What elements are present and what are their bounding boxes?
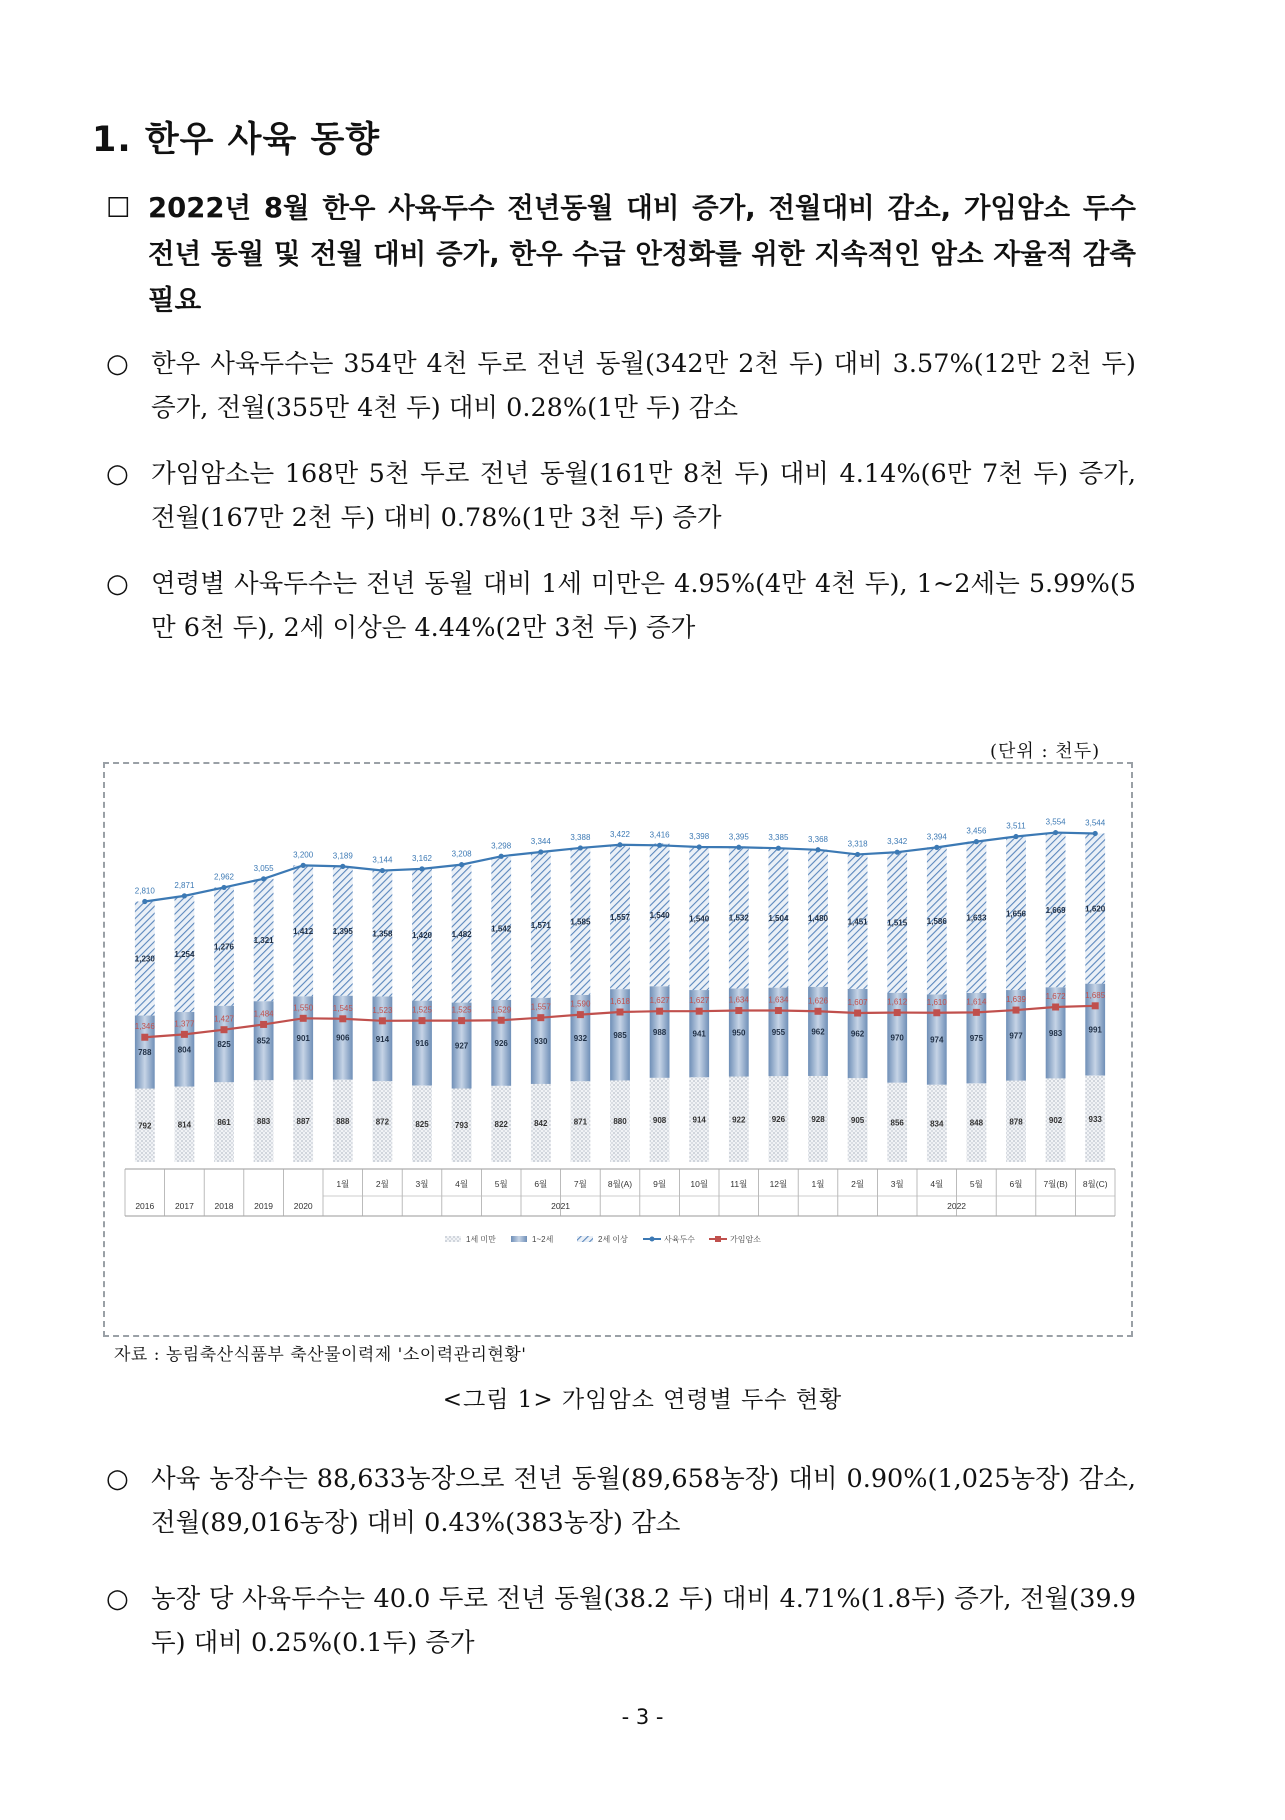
x-tick-label: 2월 [851, 1179, 865, 1189]
total-value-label: 3,422 [609, 829, 631, 839]
bar-under1-label: 856 [890, 1118, 904, 1128]
total-value-label: 3,398 [689, 832, 710, 842]
bar-under1-label: 880 [613, 1117, 627, 1127]
figure-caption: <그림 1> 가임암소 연령별 두수 현황 [442, 1387, 843, 1413]
total-point [1093, 831, 1098, 836]
total-value-label: 3,162 [411, 853, 433, 863]
cow-point [221, 1026, 228, 1033]
bar-under1-label: 926 [771, 1115, 786, 1125]
bullet-text: 연령별 사육두수는 전년 동월 대비 1세 미만은 4.95%(4만 4천 두), 1~2세는 5.99%(5만 6천 두), 2세 이상은 4.44%(2만 3천 두) 증가 [151, 569, 1136, 643]
cow-point [1092, 1002, 1099, 1009]
cow-point [973, 1009, 980, 1016]
bar-one-two-label: 914 [375, 1034, 390, 1044]
x-tick-label: 2017 [174, 1201, 194, 1211]
cow-value-label: 1,634 [768, 995, 789, 1005]
bar-under1-label: 825 [415, 1119, 429, 1129]
cow-point [933, 1009, 940, 1016]
x-group-label: 2022 [947, 1201, 967, 1211]
total-point [340, 864, 345, 869]
total-point [221, 885, 226, 890]
bar-one-two-label: 932 [573, 1034, 588, 1044]
x-tick-label: 8월(C) [1082, 1179, 1108, 1189]
total-point [657, 843, 662, 848]
cow-point [696, 1008, 703, 1015]
bullet-text: 가임암소는 168만 5천 두로 전년 동월(161만 8천 두) 대비 4.14%(6만 7천 두) 증가, 전월(167만 2천 두) 대비 0.78%(1만 3천 두) 증가 [151, 459, 1136, 533]
total-value-label: 3,189 [332, 851, 353, 861]
bar-under1-label: 878 [1009, 1117, 1023, 1127]
total-value-label: 3,200 [293, 850, 314, 860]
cow-point [379, 1017, 386, 1024]
total-point [617, 842, 622, 847]
total-value-label: 3,318 [847, 839, 868, 849]
bar-under1-label: 908 [652, 1115, 667, 1125]
bar-one-two-label: 977 [1009, 1031, 1023, 1041]
x-tick-label: 2020 [293, 1201, 313, 1211]
cow-point [498, 1017, 505, 1024]
cow-value-label: 1,525 [411, 1005, 433, 1015]
circle-bullet-icon: ○ [106, 349, 129, 379]
cow-value-label: 1,672 [1045, 992, 1066, 1002]
x-tick-label: 9월 [653, 1179, 667, 1189]
bar-over2-label: 1,480 [807, 914, 829, 924]
cow-point [735, 1007, 742, 1014]
bar-under1-label: 872 [375, 1117, 390, 1127]
x-tick-label: 8월(A) [607, 1179, 633, 1189]
total-value-label: 3,344 [530, 837, 551, 847]
bar-one-two-label: 975 [969, 1034, 984, 1044]
bar-over2-label: 1,515 [887, 918, 908, 928]
total-point [736, 845, 741, 850]
bullet-item [106, 342, 1136, 430]
bar-over2-label: 1,276 [213, 942, 235, 952]
total-value-label: 3,208 [451, 849, 472, 859]
total-point [776, 846, 781, 851]
cow-value-label: 1,484 [253, 1009, 274, 1019]
total-value-label: 2,871 [174, 880, 195, 890]
bar-one-two-label: 788 [138, 1048, 152, 1058]
stacked-bar-line-chart [105, 764, 1131, 1335]
bar-under1-label: 922 [732, 1115, 746, 1125]
cow-value-label: 1,626 [807, 996, 829, 1006]
circle-bullet-icon: ○ [106, 1464, 129, 1494]
cow-value-label: 1,618 [609, 997, 631, 1007]
bar-over2-label: 1,586 [926, 916, 947, 926]
bar-one-two-label: 852 [256, 1036, 271, 1046]
bar-under1-label: 888 [336, 1116, 350, 1126]
bar-over2-label: 1,571 [530, 920, 551, 930]
cow-point [458, 1017, 465, 1024]
total-point [855, 852, 860, 857]
cow-value-label: 1,627 [689, 996, 710, 1006]
total-point [459, 862, 464, 867]
bar-over2-label: 1,482 [451, 929, 472, 939]
cow-value-label: 1,550 [293, 1003, 314, 1013]
total-value-label: 3,342 [887, 837, 908, 847]
bar-over2-label: 1,585 [570, 917, 591, 927]
circle-bullet-icon: ○ [106, 569, 129, 599]
x-tick-label: 3월 [415, 1179, 429, 1189]
bar-one-two-label: 962 [811, 1027, 825, 1037]
legend-label: 2세 이상 [598, 1235, 628, 1244]
bar-one-two-label: 926 [494, 1038, 508, 1048]
cow-point [854, 1010, 861, 1017]
x-tick-label: 4월 [455, 1179, 469, 1189]
x-tick-label: 1월 [336, 1179, 350, 1189]
total-point [301, 863, 306, 868]
x-tick-label: 10월 [690, 1179, 709, 1189]
bar-over2-label: 1,412 [293, 926, 314, 936]
legend-marker [650, 1237, 655, 1242]
bar-over2-label: 1,230 [134, 954, 155, 964]
total-value-label: 3,544 [1085, 818, 1106, 828]
total-value-label: 3,554 [1045, 817, 1066, 827]
x-tick-label: 2019 [254, 1201, 274, 1211]
total-point [142, 899, 147, 904]
cow-value-label: 1,634 [728, 995, 749, 1005]
bar-one-two-label: 991 [1088, 1025, 1102, 1035]
x-tick-label: 1월 [811, 1179, 825, 1189]
bar-under1-label: 887 [296, 1116, 310, 1126]
bullet-item [106, 562, 1136, 650]
bar-over2-label: 1,504 [768, 913, 789, 923]
chart-frame [103, 762, 1133, 1337]
x-tick-label: 5월 [494, 1179, 508, 1189]
bar-over2-label: 1,633 [966, 913, 987, 923]
circle-bullet-icon: ○ [106, 459, 129, 489]
cow-point [419, 1017, 426, 1024]
page-number: - 3 - [621, 1705, 664, 1729]
bar-under1-label: 902 [1048, 1116, 1063, 1126]
section-heading: 1. 한우 사육 동향 [92, 120, 381, 160]
cow-value-label: 1,529 [491, 1005, 512, 1015]
legend-label: 1세 미만 [466, 1235, 496, 1244]
x-tick-label: 7월(B) [1043, 1179, 1068, 1189]
bar-over2-label: 1,395 [332, 927, 353, 937]
bar-one-two-label: 985 [613, 1030, 627, 1040]
cow-point [537, 1014, 544, 1021]
bar-one-two-label: 988 [652, 1028, 667, 1038]
cow-value-label: 1,427 [213, 1014, 235, 1024]
bar-over2-label: 1,542 [491, 924, 512, 934]
legend-swatch [577, 1236, 593, 1242]
total-point [261, 876, 266, 881]
cow-point [815, 1008, 822, 1015]
total-point [974, 839, 979, 844]
bullet-item [106, 1457, 1136, 1545]
bullet-text: 한우 사육두수는 354만 4천 두로 전년 동월(342만 2천 두) 대비 3.57%(12만 2천 두) 증가, 전월(355만 4천 두) 대비 0.28%(1만 두) 감소 [151, 349, 1136, 423]
legend-swatch [445, 1236, 461, 1242]
cow-value-label: 1,346 [134, 1022, 155, 1032]
bullet-text: 농장 당 사육두수는 40.0 두로 전년 동월(38.2 두) 대비 4.71%(1.8두) 증가, 전월(39.9두) 대비 0.25%(0.1두) 증가 [151, 1584, 1136, 1658]
total-value-label: 3,055 [253, 863, 274, 873]
legend-label: 사육두수 [664, 1235, 695, 1244]
cow-point [181, 1031, 188, 1038]
bar-over2-label: 1,540 [689, 914, 710, 924]
bar-one-two-label: 970 [890, 1033, 904, 1043]
total-value-label: 2,810 [134, 886, 155, 896]
bar-over2-label: 1,620 [1085, 904, 1106, 914]
bar-under1-label: 848 [969, 1118, 984, 1128]
x-tick-label: 2016 [135, 1201, 155, 1211]
total-value-label: 3,144 [372, 855, 393, 865]
total-value-label: 3,511 [1006, 821, 1026, 831]
cow-value-label: 1,607 [847, 998, 868, 1008]
total-point [578, 845, 583, 850]
bar-under1-label: 792 [138, 1121, 152, 1131]
checkbox-square-icon: ☐ [106, 192, 131, 224]
x-tick-label: 2018 [214, 1201, 234, 1211]
total-point [419, 866, 424, 871]
summary-text: 2022년 8월 한우 사육두수 전년동월 대비 증가, 전월대비 감소, 가임암소 두수 전년 동월 및 전월 대비 증가, 한우 수급 안정화를 위한 지속적인 암소 자율적 감축 필요 [148, 192, 1136, 316]
cow-value-label: 1,377 [174, 1019, 195, 1029]
unit-label: (단위 : 천두) [990, 741, 1101, 762]
bar-over2-label: 1,451 [847, 917, 868, 927]
bullet-text: 사육 농장수는 88,633농장으로 전년 동월(89,658농장) 대비 0.90%(1,025농장) 감소, 전월(89,016농장) 대비 0.43%(383농장) 감소 [151, 1464, 1136, 1538]
circle-bullet-icon: ○ [106, 1584, 129, 1614]
x-tick-label: 3월 [890, 1179, 904, 1189]
x-tick-label: 12월 [769, 1179, 788, 1189]
bar-over2-label: 1,557 [609, 912, 631, 922]
bar-under1-label: 793 [454, 1121, 469, 1131]
bar-under1-label: 928 [811, 1114, 825, 1124]
total-point [538, 849, 543, 854]
cow-point [260, 1021, 267, 1028]
total-value-label: 3,298 [491, 841, 512, 851]
total-value-label: 3,388 [570, 832, 591, 842]
bar-one-two-label: 927 [454, 1041, 469, 1051]
bar-under1-label: 822 [494, 1119, 508, 1129]
bar-one-two-label: 974 [930, 1035, 944, 1045]
chart-source: 자료 : 농림축산식품부 축산물이력제 '소이력관리현황' [114, 1345, 527, 1365]
total-point [697, 844, 702, 849]
cow-value-label: 1,545 [332, 1003, 353, 1013]
bar-under1-label: 814 [177, 1120, 192, 1130]
cow-value-label: 1,685 [1085, 990, 1106, 1000]
cow-point [300, 1015, 307, 1022]
x-tick-label: 11월 [730, 1179, 748, 1189]
total-point [934, 845, 939, 850]
total-point [895, 850, 900, 855]
x-tick-label: 6월 [534, 1179, 548, 1189]
cow-point [894, 1009, 901, 1016]
cow-point [617, 1009, 624, 1016]
bar-one-two-label: 930 [534, 1036, 548, 1046]
bar-under1-label: 914 [692, 1115, 706, 1125]
x-tick-label: 5월 [969, 1179, 983, 1189]
cow-point [1052, 1004, 1059, 1011]
summary-box [106, 185, 1136, 323]
total-point [380, 868, 385, 873]
cow-point [339, 1015, 346, 1022]
bar-one-two-label: 983 [1048, 1028, 1063, 1038]
total-value-label: 3,368 [807, 834, 829, 844]
cow-value-label: 1,525 [451, 1005, 472, 1015]
bar-one-two-label: 825 [217, 1039, 231, 1049]
total-point [1013, 834, 1018, 839]
bar-under1-label: 933 [1088, 1114, 1102, 1124]
legend-swatch [511, 1236, 527, 1242]
cow-value-label: 1,610 [926, 997, 947, 1007]
bar-over2-label: 1,420 [411, 930, 433, 940]
legend-label: 1~2세 [532, 1235, 554, 1244]
bar-one-two-label: 962 [850, 1029, 865, 1039]
total-point [815, 847, 820, 852]
bar-over2-label: 1,656 [1005, 909, 1027, 919]
cow-point [656, 1008, 663, 1015]
bar-one-two-label: 804 [177, 1045, 192, 1055]
bar-under1-label: 871 [573, 1117, 588, 1127]
cow-value-label: 1,590 [570, 999, 591, 1009]
total-value-label: 3,416 [649, 830, 670, 840]
bar-under1-label: 883 [256, 1117, 271, 1127]
bar-one-two-label: 916 [415, 1039, 429, 1049]
bar-one-two-label: 950 [732, 1028, 746, 1038]
bar-one-two-label: 941 [692, 1029, 706, 1039]
cow-point [775, 1007, 782, 1014]
total-point [499, 854, 504, 859]
bullet-item [106, 1577, 1136, 1665]
bar-one-two-label: 955 [771, 1027, 786, 1037]
cow-value-label: 1,612 [887, 997, 908, 1007]
bar-over2-label: 1,532 [728, 913, 749, 923]
bar-one-two-label: 901 [296, 1034, 310, 1044]
total-point [1053, 830, 1058, 835]
cow-value-label: 1,614 [966, 997, 987, 1007]
bullet-item [106, 452, 1136, 540]
x-tick-label: 4월 [930, 1179, 944, 1189]
bar-over2-label: 1,540 [649, 910, 670, 920]
cow-value-label: 1,627 [649, 996, 670, 1006]
total-point [182, 893, 187, 898]
bar-one-two-label: 906 [336, 1033, 350, 1043]
x-tick-label: 6월 [1009, 1179, 1023, 1189]
legend-label: 가임암소 [730, 1235, 761, 1244]
cow-point [1013, 1007, 1020, 1014]
bar-over2-label: 1,358 [372, 929, 393, 939]
x-tick-label: 7월 [573, 1179, 587, 1189]
bar-under1-label: 842 [534, 1118, 548, 1128]
x-group-label: 2021 [551, 1201, 571, 1211]
cow-value-label: 1,523 [372, 1005, 393, 1015]
bar-over2-label: 1,321 [253, 935, 274, 945]
cow-point [577, 1011, 584, 1018]
cow-value-label: 1,639 [1005, 995, 1027, 1005]
bar-over2-label: 1,669 [1045, 905, 1066, 915]
x-tick-label: 2월 [375, 1179, 389, 1189]
bar-under1-label: 861 [217, 1118, 231, 1128]
total-value-label: 2,962 [213, 872, 235, 882]
cow-point [141, 1034, 148, 1041]
bar-under1-label: 905 [850, 1116, 865, 1126]
total-value-label: 3,456 [966, 826, 987, 836]
total-value-label: 3,385 [768, 833, 789, 843]
bar-under1-label: 834 [930, 1119, 944, 1129]
total-value-label: 3,395 [728, 832, 749, 842]
bar-over2-label: 1,254 [174, 949, 195, 959]
total-value-label: 3,394 [926, 832, 947, 842]
legend-marker [715, 1236, 721, 1242]
cow-value-label: 1,557 [530, 1002, 551, 1012]
